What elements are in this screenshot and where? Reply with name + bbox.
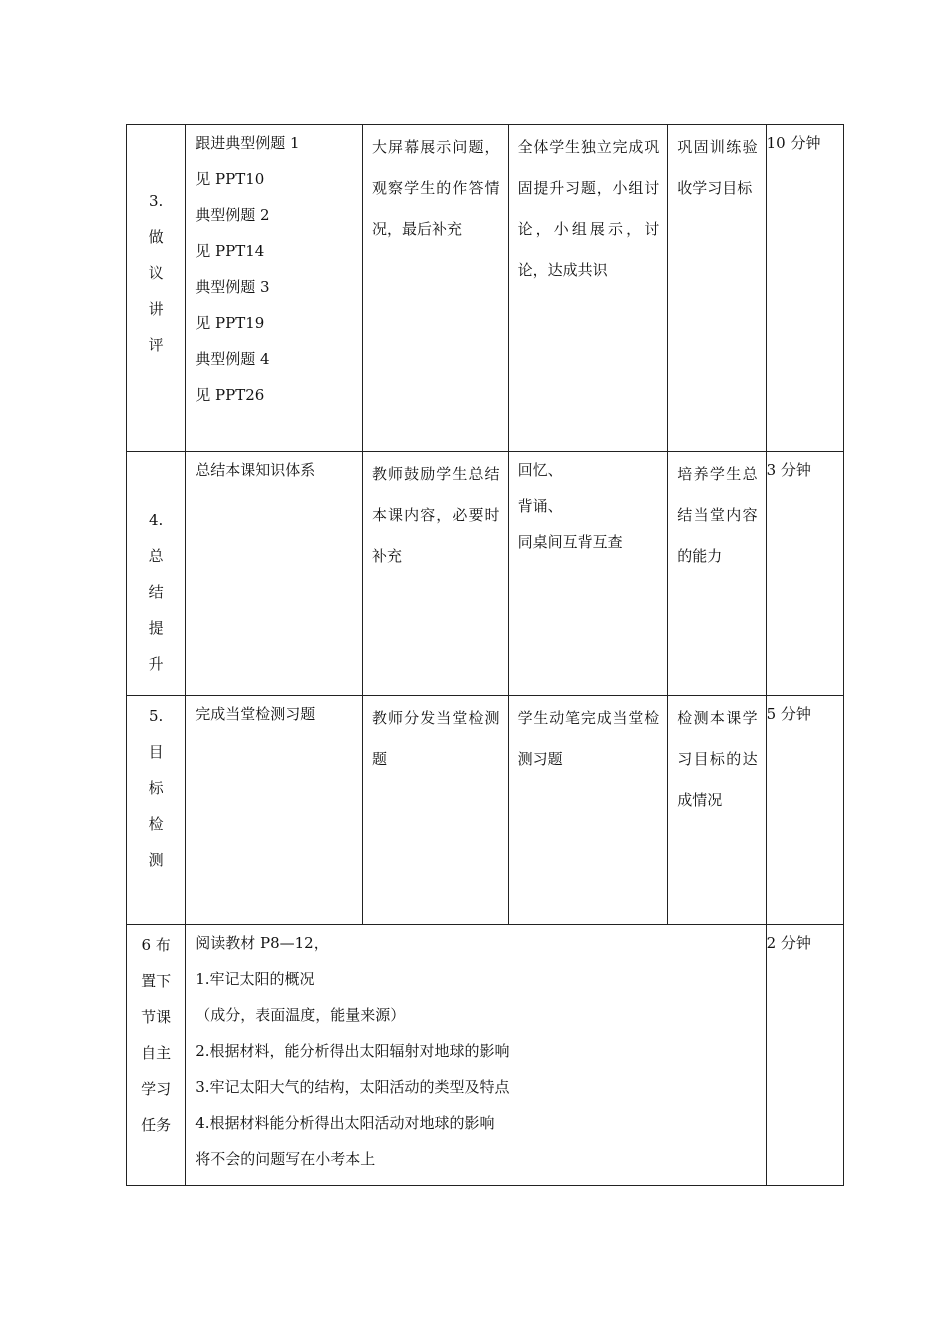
content-line: 见 PPT26 (195, 386, 265, 404)
goal-cell (668, 125, 766, 452)
teacher-activity-cell (362, 125, 508, 452)
table-row (127, 696, 844, 925)
goal-text: 检测本课学习目标的达成情况 (677, 709, 758, 809)
stage-cell (127, 696, 186, 925)
teacher-activity-text: 教师分发当堂检测题 (371, 709, 500, 768)
stage-text: 议 (148, 264, 164, 282)
teacher-activity-text: 大屏幕展示问题，观察学生的作答情况，最后补充 (371, 138, 500, 238)
stage-text: 升 (148, 655, 164, 673)
content-line: 完成当堂检测习题 (195, 705, 316, 723)
goal-cell (668, 452, 766, 696)
content-line: 总结本课知识体系 (195, 461, 316, 479)
time-text: 3 分钟 (766, 461, 811, 479)
time-cell (766, 925, 843, 1186)
content-cell (186, 125, 363, 452)
teacher-activity-cell (362, 696, 508, 925)
stage-text: 6 布 (141, 936, 171, 954)
stage-cell (127, 452, 186, 696)
stage-text: 做 (148, 228, 164, 246)
content-cell (186, 696, 363, 925)
stage-text: 测 (148, 851, 164, 869)
time-cell (766, 452, 843, 696)
content-line: 见 PPT10 (195, 170, 265, 188)
task-content-cell (186, 925, 766, 1186)
table-row (127, 125, 844, 452)
content-line: 跟进典型例题 1 (195, 134, 300, 152)
goal-text: 巩固训练验收学习目标 (677, 138, 758, 197)
student-activity-cell (508, 696, 668, 925)
teacher-activity-cell (362, 452, 508, 696)
stage-text: 标 (148, 779, 164, 797)
content-line: 见 PPT14 (195, 242, 265, 260)
content-line: 典型例题 3 (195, 278, 270, 296)
content-line: 见 PPT19 (195, 314, 265, 332)
stage-text: 节课 (141, 1008, 172, 1026)
stage-text: 3. (148, 192, 164, 210)
stage-text: 学习 (141, 1080, 172, 1098)
student-activity-line: 回忆、 (517, 461, 563, 479)
stage-text: 总 (148, 547, 164, 565)
task-line: 将不会的问题写在小考本上 (195, 1150, 376, 1168)
stage-text: 5. (148, 707, 164, 725)
task-line: （成分，表面温度，能量来源） (195, 1006, 406, 1024)
stage-text: 4. (148, 511, 164, 529)
stage-cell (127, 125, 186, 452)
lesson-plan-table (126, 124, 844, 1186)
student-activity-cell (508, 125, 668, 452)
task-line: 4.根据材料能分析得出太阳活动对地球的影响 (195, 1114, 495, 1132)
task-line: 阅读教材 P8—12， (195, 934, 329, 952)
task-line: 3.牢记太阳大气的结构，太阳活动的类型及特点 (195, 1078, 510, 1096)
stage-text: 评 (148, 336, 164, 354)
student-activity-text: 学生动笔完成当堂检测习题 (517, 709, 660, 768)
time-text: 10 分钟 (766, 134, 821, 152)
table-row (127, 452, 844, 696)
student-activity-line: 同桌间互背互查 (517, 533, 623, 551)
time-cell (766, 125, 843, 452)
task-line: 2.根据材料，能分析得出太阳辐射对地球的影响 (195, 1042, 510, 1060)
student-activity-text: 全体学生独立完成巩固提升习题，小组讨论，小组展示，讨论，达成共识 (517, 138, 660, 279)
stage-text: 置下 (141, 972, 172, 990)
stage-text: 结 (148, 583, 164, 601)
time-text: 2 分钟 (766, 934, 811, 952)
time-cell (766, 696, 843, 925)
student-activity-cell (508, 452, 668, 696)
stage-text: 自主 (141, 1044, 172, 1062)
student-activity-line: 背诵、 (517, 497, 563, 515)
teacher-activity-text: 教师鼓励学生总结本课内容，必要时补充 (371, 465, 500, 565)
stage-text: 提 (148, 619, 164, 637)
goal-cell (668, 696, 766, 925)
table-row (127, 925, 844, 1186)
time-text: 5 分钟 (766, 705, 811, 723)
content-cell (186, 452, 363, 696)
goal-text: 培养学生总结当堂内容的能力 (677, 465, 758, 565)
content-line: 典型例题 4 (195, 350, 270, 368)
content-line: 典型例题 2 (195, 206, 270, 224)
task-line: 1.牢记太阳的概况 (195, 970, 315, 988)
stage-text: 目 (148, 743, 164, 761)
stage-text: 讲 (148, 300, 164, 318)
stage-text: 检 (148, 815, 164, 833)
stage-text: 任务 (141, 1116, 172, 1134)
stage-cell (127, 925, 186, 1186)
